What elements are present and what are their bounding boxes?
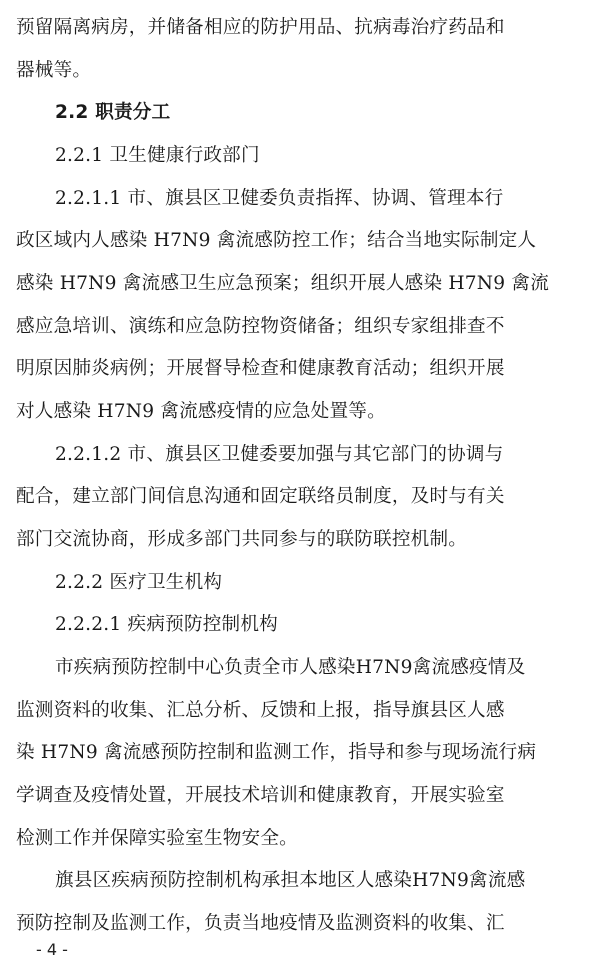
body-line: 预防控制及监测工作，负责当地疫情及监测资料的收集、汇	[16, 913, 505, 934]
body-line: 部门交流协商，形成多部门共同参与的联防联控机制。	[16, 529, 468, 550]
section-heading: 2.2 职责分工	[55, 102, 171, 123]
body-line: 学调查及疫情处置，开展技术培训和健康教育，开展实验室	[16, 785, 505, 806]
body-line: 政区域内人感染 H7N9 禽流感防控工作；结合当地实际制定人	[16, 230, 537, 251]
subsection-heading: 2.2.2.1 疾病预防控制机构	[55, 614, 278, 635]
body-line: 配合，建立部门间信息沟通和固定联络员制度，及时与有关	[16, 486, 505, 507]
subsection-heading: 2.2.2 医疗卫生机构	[55, 572, 223, 593]
body-line: 预留隔离病房，并储备相应的防护用品、抗病毒治疗药品和	[16, 17, 505, 38]
body-line: 染 H7N9 禽流感预防控制和监测工作，指导和参与现场流行病	[16, 742, 537, 763]
body-line: 感应急培训、演练和应急防控物资储备；组织专家组排查不	[16, 316, 505, 337]
body-line: 2.2.1.2 市、旗县区卫健委要加强与其它部门的协调与	[55, 444, 504, 465]
body-line: 器械等。	[16, 60, 92, 81]
body-line: 市疾病预防控制中心负责全市人感染H7N9禽流感疫情及	[55, 657, 526, 678]
body-line: 监测资料的收集、汇总分析、反馈和上报，指导旗县区人感	[16, 700, 505, 721]
body-line: 明原因肺炎病例；开展督导检查和健康教育活动；组织开展	[16, 358, 505, 379]
body-line: 旗县区疾病预防控制机构承担本地区人感染H7N9禽流感	[55, 870, 526, 891]
body-line: 检测工作并保障实验室生物安全。	[16, 828, 298, 849]
subsection-heading: 2.2.1 卫生健康行政部门	[55, 145, 260, 166]
body-line: 对人感染 H7N9 禽流感疫情的应急处置等。	[16, 401, 386, 422]
body-line: 2.2.1.1 市、旗县区卫健委负责指挥、协调、管理本行	[55, 188, 504, 209]
page-number: - 4 -	[36, 940, 68, 959]
body-line: 感染 H7N9 禽流感卫生应急预案；组织开展人感染 H7N9 禽流	[16, 273, 550, 294]
